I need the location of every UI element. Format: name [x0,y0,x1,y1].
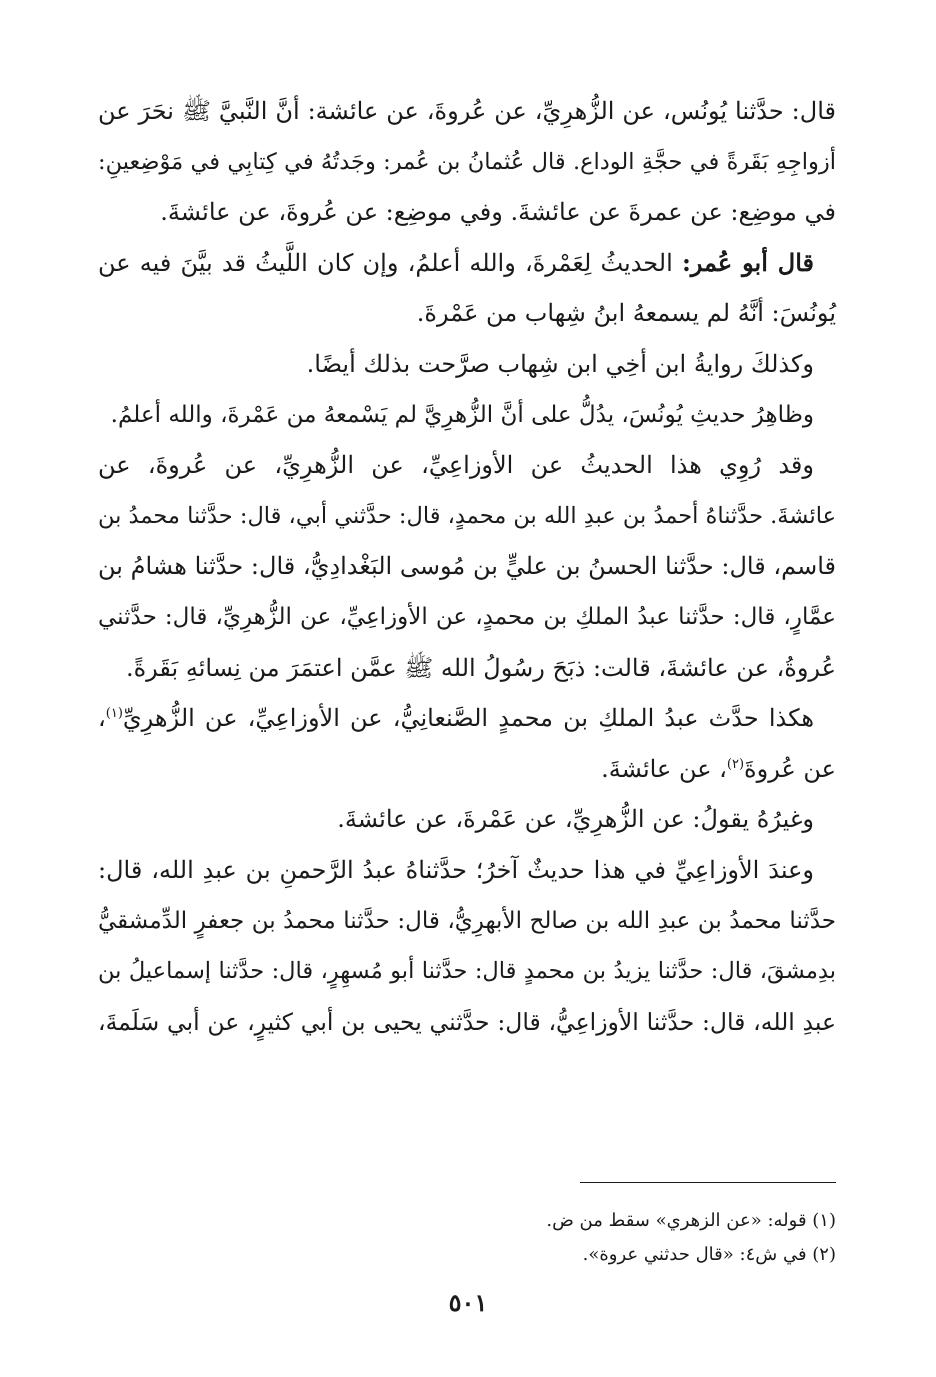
text-line-8: وقد رُوِي هذا الحديثُ عن الأوزاعِيِّ، عن الزُّهرِيِّ، عن عُروةَ، عن [98,451,814,480]
main-text [98,86,836,1047]
footnotes [98,1204,836,1272]
text-line-18: بدِمشقَ، قال: حدَّثنا يزيدُ بن محمدٍ قال: حدَّثنا أبو مُسهِرٍ، قال: حدَّثنا إسماعيلُ بن [98,958,836,985]
footnote-2: (٢) في ش٤: «قال حدثني عروة». [582,1244,836,1265]
text-line-19: عبدِ الله، قال: حدَّثنا الأوزاعِيُّ، قال: حدَّثني يحيى بن أبي كثيرٍ، عن أبي سَلَمةَ، [98,1007,836,1036]
page-number: ٥٠١ [448,1288,488,1317]
speaker-label: قال أبو عُمر: [681,247,814,277]
text-line-4 [98,238,836,289]
text-line-13-tail: ، [98,704,106,733]
text-line-14-tail: ، عن عائشةَ. [601,754,727,783]
text-line-15: وغيرُهُ يقولُ: عن الزُّهرِيِّ، عن عَمْرةَ، عن عائشةَ. [337,805,814,834]
text-line-14-body: عن عُروةَ [744,754,836,783]
text-line-7: وظاهِرُ حديثِ يُونُسَ، يدُلُّ على أنَّ الزُّهرِيَّ لم يَسْمعهُ من عَمْرةَ، والله أعلمُ. [110,401,814,428]
text-line-14 [98,744,836,795]
text-line-13-body: هكذا حدَّث عبدُ الملكِ بن محمدٍ الصَّنعانِيُّ، عن الأوزاعِيِّ، عن الزُّهرِيِّ [122,704,814,733]
footnote-ref-1[interactable]: (١) [105,706,123,722]
text-line-5: يُونُسَ: أنَّهُ لم يسمعهُ ابنُ شِهاب من عَمْرةَ. [416,299,836,328]
text-line-9: عائشةَ. حدَّثناهُ أحمدُ بن عبدِ الله بن محمدٍ، قال: حدَّثني أبي، قال: حدَّثنا محمدُ بن [98,502,836,529]
text-line-13 [98,693,836,744]
text-line-10: قاسم، قال: حدَّثنا الحسنُ بن عليٍّ بن مُوسى البَغْدادِيُّ، قال: حدَّثنا هشامُ بن [98,552,836,581]
text-line-4-body: الحديثُ لِعَمْرةَ، والله أعلمُ، وإن كان اللَّيثُ قد بيَّنَ فيه عن [98,248,682,277]
text-line-12: عُروةُ، عن عائشةَ، قالت: ذبَحَ رسُولُ الله ﷺ عمَّن اعتمَرَ من نِسائهِ بَقَرةً. [125,653,836,682]
text-line-17: حدَّثنا محمدُ بن عبدِ الله بن صالح الأبهرِيُّ، قال: حدَّثنا محمدُ بن جعفرٍ الدِّمشقيُّ [98,907,836,934]
text-line-6: وكذلكَ روايةُ ابن أخِي ابن شِهاب صرَّحت بذلك أيضًا. [306,349,814,378]
footnote-ref-2[interactable]: (٢) [726,756,745,772]
text-line-11: عمَّارٍ، قال: حدَّثنا عبدُ الملكِ بن محمدٍ، عن الأوزاعِيِّ، عن الزُّهرِيِّ، قال: حدَّثني [98,603,836,630]
text-line-1: قال: حدَّثنا يُونُس، عن الزُّهرِيِّ، عن عُروةَ، عن عائشة: أنَّ النَّبيَّ ﷺ نحَرَ عن [98,97,836,125]
text-line-3: في موضِع: عن عمرةَ عن عائشةَ. وفي موضِع: عن عُروةَ، عن عائشةَ. [160,198,836,227]
text-line-16: وعندَ الأوزاعِيِّ في هذا حديثٌ آخرُ؛ حدَّثناهُ عبدُ الرَّحمنِ بن عبدِ الله، قال: [98,855,814,884]
footnote-divider [580,1182,836,1183]
text-line-2: أزواجِهِ بَقَرةً في حجَّةِ الوداع. قال عُثمانُ بن عُمر: وجَدتُهُ في كِتابِي في مَوْضِعينِ: [98,148,836,175]
footnote-1: (١) قوله: «عن الزهري» سقط من ض. [546,1210,836,1231]
